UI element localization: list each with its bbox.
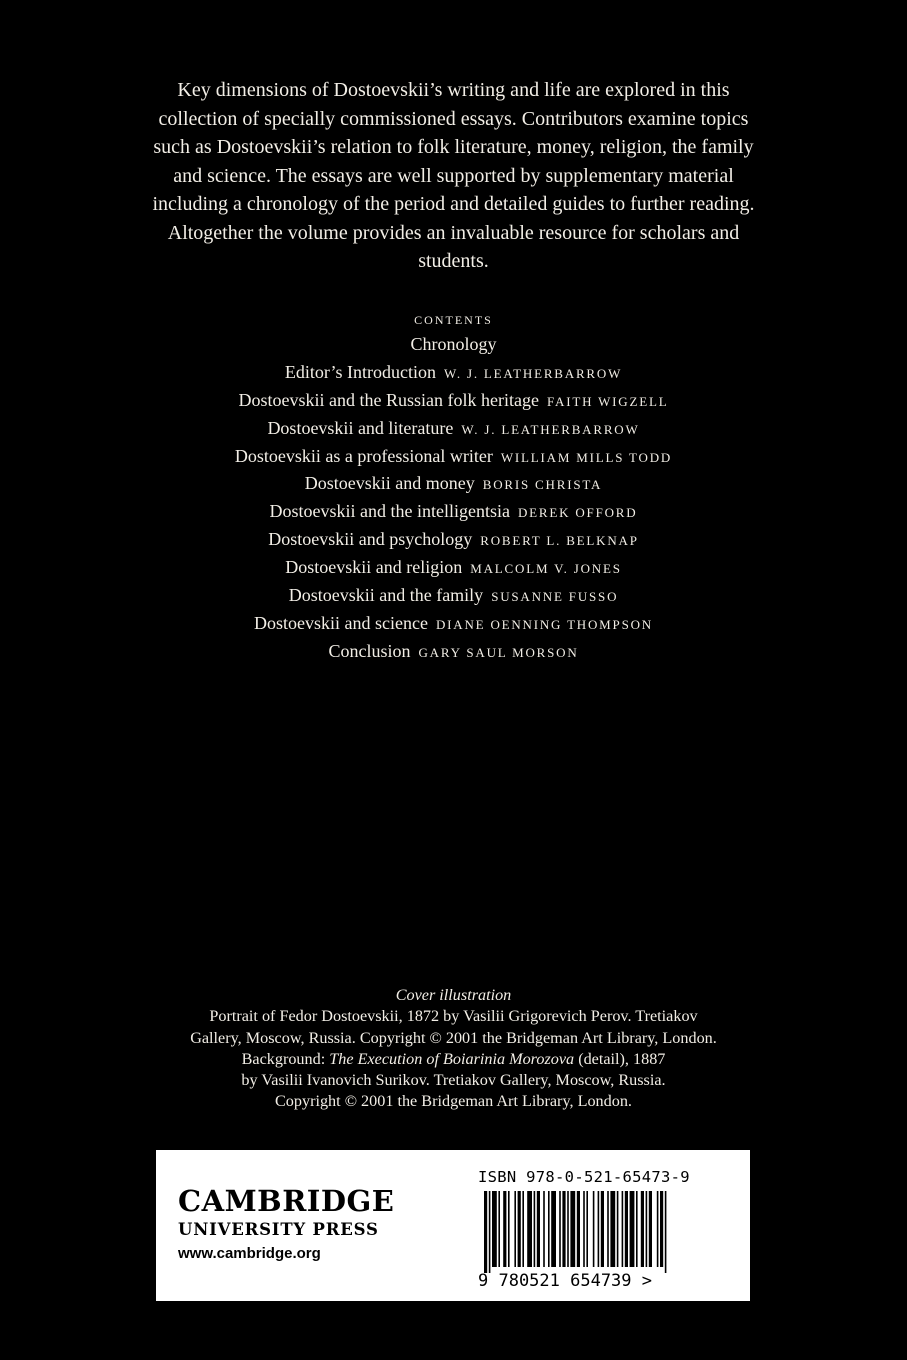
chapter-title: Editor’s Introduction [284, 361, 436, 382]
barcode-bar [577, 1191, 580, 1267]
contents-entry [0, 610, 907, 638]
barcode-bar [617, 1191, 619, 1267]
contents-entry [0, 470, 907, 498]
barcode-bar [508, 1191, 510, 1267]
cover-credit-line: by Vasilii Ivanovich Surikov. Tretiakov Gallery, Moscow, Russia. [241, 1071, 666, 1090]
barcode-bar [527, 1191, 532, 1267]
contents-entry [0, 415, 907, 443]
chapter-title: Dostoevskii and the intelligentsia [269, 501, 510, 522]
barcode-bar [583, 1191, 585, 1267]
isbn-label: ISBN 978-0-521-65473-9 [478, 1168, 690, 1186]
barcode-bar [593, 1191, 595, 1267]
cover-illustration-credit [120, 985, 787, 1113]
contents-entry [0, 554, 907, 582]
contents-entry [0, 498, 907, 526]
contents-entry [0, 331, 907, 359]
barcode-bar [537, 1191, 540, 1267]
back-cover-blurb: Key dimensions of Dostoevskii’s writing and life are explored in this collection of specially commissioned essays. Contributors examine topics such as Dostoevskii’s relation to folk literature, money, religion, the family and science. The essays are well supported by supplementary material including a chronology of the period and detailed guides to further reading. Altogether the volume provides an invaluable resource for scholars and students. [152, 79, 755, 272]
barcode-bar [543, 1191, 545, 1267]
barcode-digits: 9 780521 654739 > [478, 1271, 652, 1291]
chapter-author: DIANE OENNING THOMPSON [435, 616, 653, 632]
barcode-bar [601, 1191, 604, 1267]
chapter-title: Dostoevskii and the Russian folk heritage [238, 389, 539, 410]
painting-title: The Execution of Boiarinia Morozova [329, 1049, 575, 1068]
barcode-bar [551, 1191, 556, 1267]
barcode-bar [518, 1191, 521, 1267]
barcode-bar [657, 1191, 659, 1267]
barcode [476, 1191, 736, 1291]
chapter-author: W. J. LEATHERBARROW [443, 365, 623, 381]
barcode-bar [489, 1191, 491, 1273]
barcode-bar [534, 1191, 536, 1267]
contents-entry [0, 443, 907, 471]
chapter-title: Dostoevskii and money [304, 473, 475, 494]
chapter-author: DEREK OFFORD [517, 505, 638, 521]
barcode-bars [484, 1191, 666, 1273]
chapter-title: Dostoevskii and religion [285, 557, 463, 578]
barcode-bar [484, 1191, 487, 1273]
chapter-author: W. J. LEATHERBARROW [461, 421, 640, 437]
contents-heading: CONTENTS [414, 313, 493, 327]
chapter-title: Dostoevskii and the family [288, 585, 484, 606]
barcode-bar [630, 1191, 635, 1267]
contents-entry [0, 526, 907, 554]
barcode-bar [649, 1191, 652, 1267]
barcode-bar [636, 1191, 638, 1267]
chapter-author: MALCOLM V. JONES [470, 561, 622, 577]
barcode-bar [498, 1191, 500, 1267]
background-label: Background: [241, 1049, 330, 1068]
barcode-bar [522, 1191, 524, 1267]
chapter-title: Dostoevskii as a professional writer [234, 445, 493, 466]
barcode-bar [607, 1191, 609, 1267]
barcode-bar [492, 1191, 497, 1267]
barcode-bar [559, 1191, 561, 1267]
publisher-panel [156, 1150, 750, 1301]
contents-entry [0, 638, 907, 666]
cover-credit-line: Portrait of Fedor Dostoevskii, 1872 by Vasilii Grigorevich Perov. Tretiakov [209, 1007, 698, 1026]
barcode-bar [586, 1191, 588, 1267]
chapter-author: FAITH WIGZELL [546, 393, 669, 409]
chapter-author: GARY SAUL MORSON [418, 644, 579, 660]
barcode-bar [503, 1191, 506, 1267]
barcode-bar [660, 1191, 663, 1267]
chapter-author: BORIS CHRISTA [482, 477, 603, 493]
barcode-bar [598, 1191, 600, 1267]
chapter-title: Dostoevskii and literature [267, 417, 454, 438]
painting-detail: (detail), 1887 [574, 1049, 666, 1068]
cover-credit-line: Gallery, Moscow, Russia. Copyright © 2001 the Bridgeman Art Library, London. [190, 1028, 717, 1047]
chapter-author: WILLIAM MILLS TODD [500, 449, 673, 465]
publisher-website: www.cambridge.org [178, 1245, 321, 1262]
contents-list [0, 331, 907, 666]
barcode-bar [622, 1191, 624, 1267]
barcode-bar [567, 1191, 569, 1267]
contents-entry [0, 387, 907, 415]
chapter-title: Dostoevskii and science [254, 612, 428, 633]
chapter-author: ROBERT L. BELKNAP [480, 533, 639, 549]
barcode-bar [514, 1191, 516, 1267]
barcode-bar [570, 1191, 575, 1267]
barcode-bar [646, 1191, 648, 1267]
barcode-bar [610, 1191, 615, 1267]
barcode-bar [625, 1191, 628, 1267]
barcode-bar [562, 1191, 565, 1267]
contents-entry [0, 359, 907, 387]
publisher-logo-name: CAMBRIDGE [178, 1184, 395, 1218]
cover-credit-line [120, 1049, 787, 1070]
publisher-logo-subtitle: UNIVERSITY PRESS [178, 1220, 379, 1239]
cover-credit-heading: Cover illustration [395, 986, 512, 1004]
table-of-contents [0, 309, 907, 666]
barcode-bar [548, 1191, 550, 1267]
contents-entry [0, 582, 907, 610]
barcode-bar [641, 1191, 644, 1267]
chapter-title: Conclusion [328, 640, 411, 661]
chapter-author: SUSANNE FUSSO [491, 589, 619, 605]
barcode-bar [665, 1191, 667, 1273]
cover-credit-line: Copyright © 2001 the Bridgeman Art Library, London. [275, 1092, 632, 1111]
chapter-title: Dostoevskii and psychology [268, 529, 473, 550]
chapter-title: Chronology [410, 334, 497, 354]
